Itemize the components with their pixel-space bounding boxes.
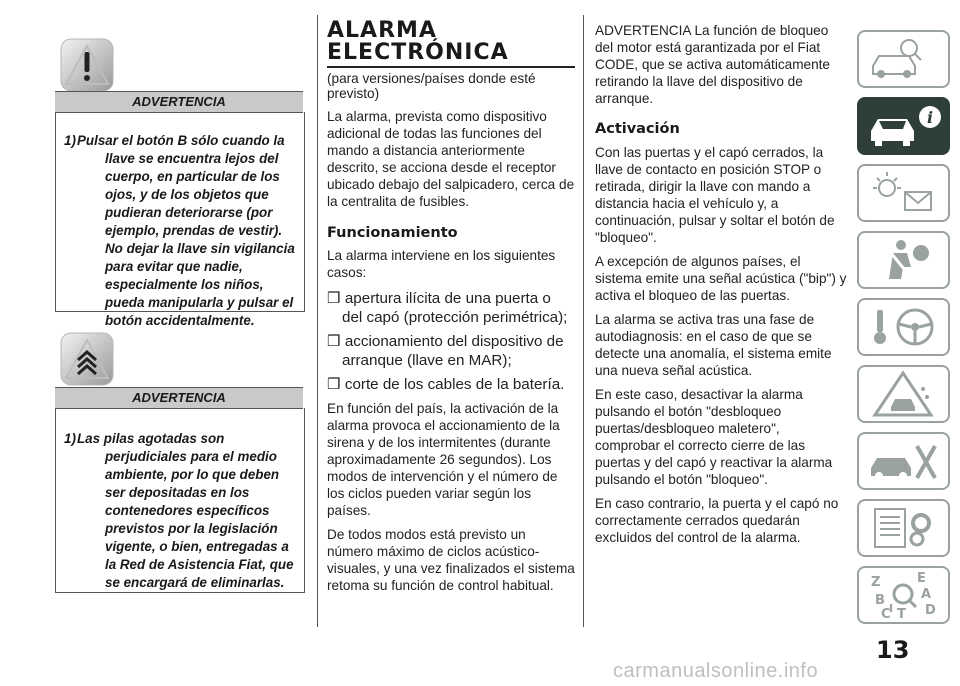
middle-column	[327, 20, 575, 594]
list-item	[327, 375, 575, 394]
bullet-checkbox-icon: ❒	[327, 333, 341, 350]
bullet-checkbox-icon: ❒	[327, 290, 341, 307]
tab-safety[interactable]	[857, 231, 950, 289]
car-search-icon	[859, 32, 948, 86]
tab-specifications[interactable]	[857, 499, 950, 557]
specifications-gear-icon	[859, 501, 948, 555]
selftest-paragraph: La alarma se activa tras una fase de autodiagnosis: en el caso de que se detecte una anomalía, el sistema emite una nueva señal acústica.	[595, 312, 832, 378]
warning-header: ADVERTENCIA	[55, 91, 303, 113]
index-letter: Z	[871, 575, 881, 590]
warning-item-number: 1)	[64, 431, 76, 446]
recycle-icon	[58, 330, 116, 388]
tab-maintenance[interactable]	[857, 432, 950, 490]
warning-item	[64, 132, 300, 330]
exception-paragraph: A excepción de algunos países, el sistema emite una señal acústica ("bip") y activa el bloqueo de las puertas.	[595, 254, 847, 303]
index-letter: B	[875, 593, 885, 608]
section-title-line2: ELECTRÓNICA	[327, 40, 509, 65]
subtitle: (para versiones/países donde esté previsto)	[327, 71, 536, 101]
alphabetical-index-icon	[859, 568, 948, 622]
tab-car-search[interactable]	[857, 30, 950, 88]
funcionamiento-heading: Funcionamiento	[327, 225, 458, 241]
warning-light-message-icon	[859, 166, 948, 220]
car-info-icon	[859, 99, 948, 153]
right-column	[595, 22, 847, 546]
tab-warning-lights[interactable]	[857, 164, 950, 222]
activacion-heading: Activación	[595, 121, 680, 137]
funcionamiento-intro: La alarma interviene en los siguientes casos:	[327, 248, 556, 280]
index-letter: D	[925, 603, 936, 618]
emergency-road-icon	[859, 367, 948, 421]
index-letter: C	[881, 607, 891, 622]
section-title	[327, 20, 575, 64]
index-letter: I	[889, 602, 894, 615]
warning-exclamation-icon	[58, 36, 116, 94]
warning-header: ADVERTENCIA	[55, 387, 303, 409]
watermark: carmanualsonline.info	[613, 660, 819, 682]
activation-paragraph: Con las puertas y el capó cerrados, la llave de contacto en posición STOP o retirada, dirigir la llave con mando a distancia hacia el vehículo y, a continuación, pulsar y soltar el botón de "bloqueo".	[595, 145, 835, 245]
index-letter: T	[897, 607, 906, 622]
list-item-text: corte de los cables de la batería.	[344, 376, 565, 393]
fix-paragraph: En este caso, desactivar la alarma pulsando el botón "desbloqueo puertas/desbloqueo maletero", comprobar el correcto cierre de las puertas y del capó y reactivar la alarma pulsando el botón "bloqueo".	[595, 387, 833, 487]
country-paragraph: En función del país, la activación de la alarma provoca el accionamiento de la sirena y de los intermitentes (durante aproximadamente 26 segundos). Los modos de intervención y el número de los ciclos pueden variar según los países.	[327, 401, 560, 518]
warning-item-number: 1)	[64, 133, 76, 148]
tab-starting-driving[interactable]	[857, 298, 950, 356]
warning-box	[55, 112, 305, 328]
otherwise-paragraph: En caso contrario, la puerta y el capó no correctamente cerrados quedarán excluidos del control de la alarma.	[595, 496, 839, 545]
maintenance-car-tools-icon	[859, 434, 948, 488]
list-item	[327, 332, 575, 370]
section-title-line1: ALARMA	[327, 18, 437, 43]
cycles-paragraph: De todos modos está previsto un número máximo de ciclos acústico-visuales, y una vez finalizados el sistema retoma su función de control habitual.	[327, 527, 575, 593]
list-item	[327, 289, 575, 327]
bullet-checkbox-icon: ❒	[327, 376, 341, 393]
tab-index[interactable]	[857, 566, 950, 624]
page-number: 13	[876, 636, 910, 664]
warning-item	[64, 430, 300, 592]
list-item-text: apertura ilícita de una puerta o del capó (protección perimétrica);	[342, 290, 568, 326]
index-letter: A	[921, 587, 932, 602]
svg-text:i: i	[926, 108, 934, 127]
column-divider	[583, 15, 584, 627]
warning-item-text: Pulsar el botón B sólo cuando la llave se encuentra lejos del cuerpo, en particular de los ojos, y de los objetos que pudieran deteriorarse (por ejemplo, prendas de vestir). No dejar la llave sin vigilancia para evitar que nadie, especialmente los niños, pueda manipularla y pulsar el botón accidentalmente.	[77, 133, 295, 328]
index-letter: E	[917, 571, 926, 586]
list-item-text: accionamiento del dispositivo de arranque (llave en MAR);	[342, 333, 564, 369]
tab-emergency[interactable]	[857, 365, 950, 423]
intro-paragraph: La alarma, prevista como dispositivo adicional de todas las funciones del mando a distancia anteriormente descrito, se acciona desde el receptor ubicado debajo del salpicadero, cerca de la centralita de fusibles.	[327, 109, 575, 209]
warning-item-text: Las pilas agotadas son perjudiciales para el medio ambiente, por lo que deben ser depositadas en los contenedores específicos previstos por la legislación vigente, o bien, entregadas a la Red de Asistencia Fiat, que se encargará de eliminarlas.	[77, 431, 294, 590]
title-rule	[327, 66, 575, 68]
airbag-seatbelt-icon	[859, 233, 948, 287]
warning-paragraph: ADVERTENCIA La función de bloqueo del motor está garantizada por el Fiat CODE, que se activa automáticamente retirando la llave del dispositivo de arranque.	[595, 23, 830, 106]
column-divider	[317, 15, 318, 627]
tab-car-info[interactable]	[857, 97, 950, 155]
warning-box	[55, 408, 305, 593]
key-steering-wheel-icon	[859, 300, 948, 354]
